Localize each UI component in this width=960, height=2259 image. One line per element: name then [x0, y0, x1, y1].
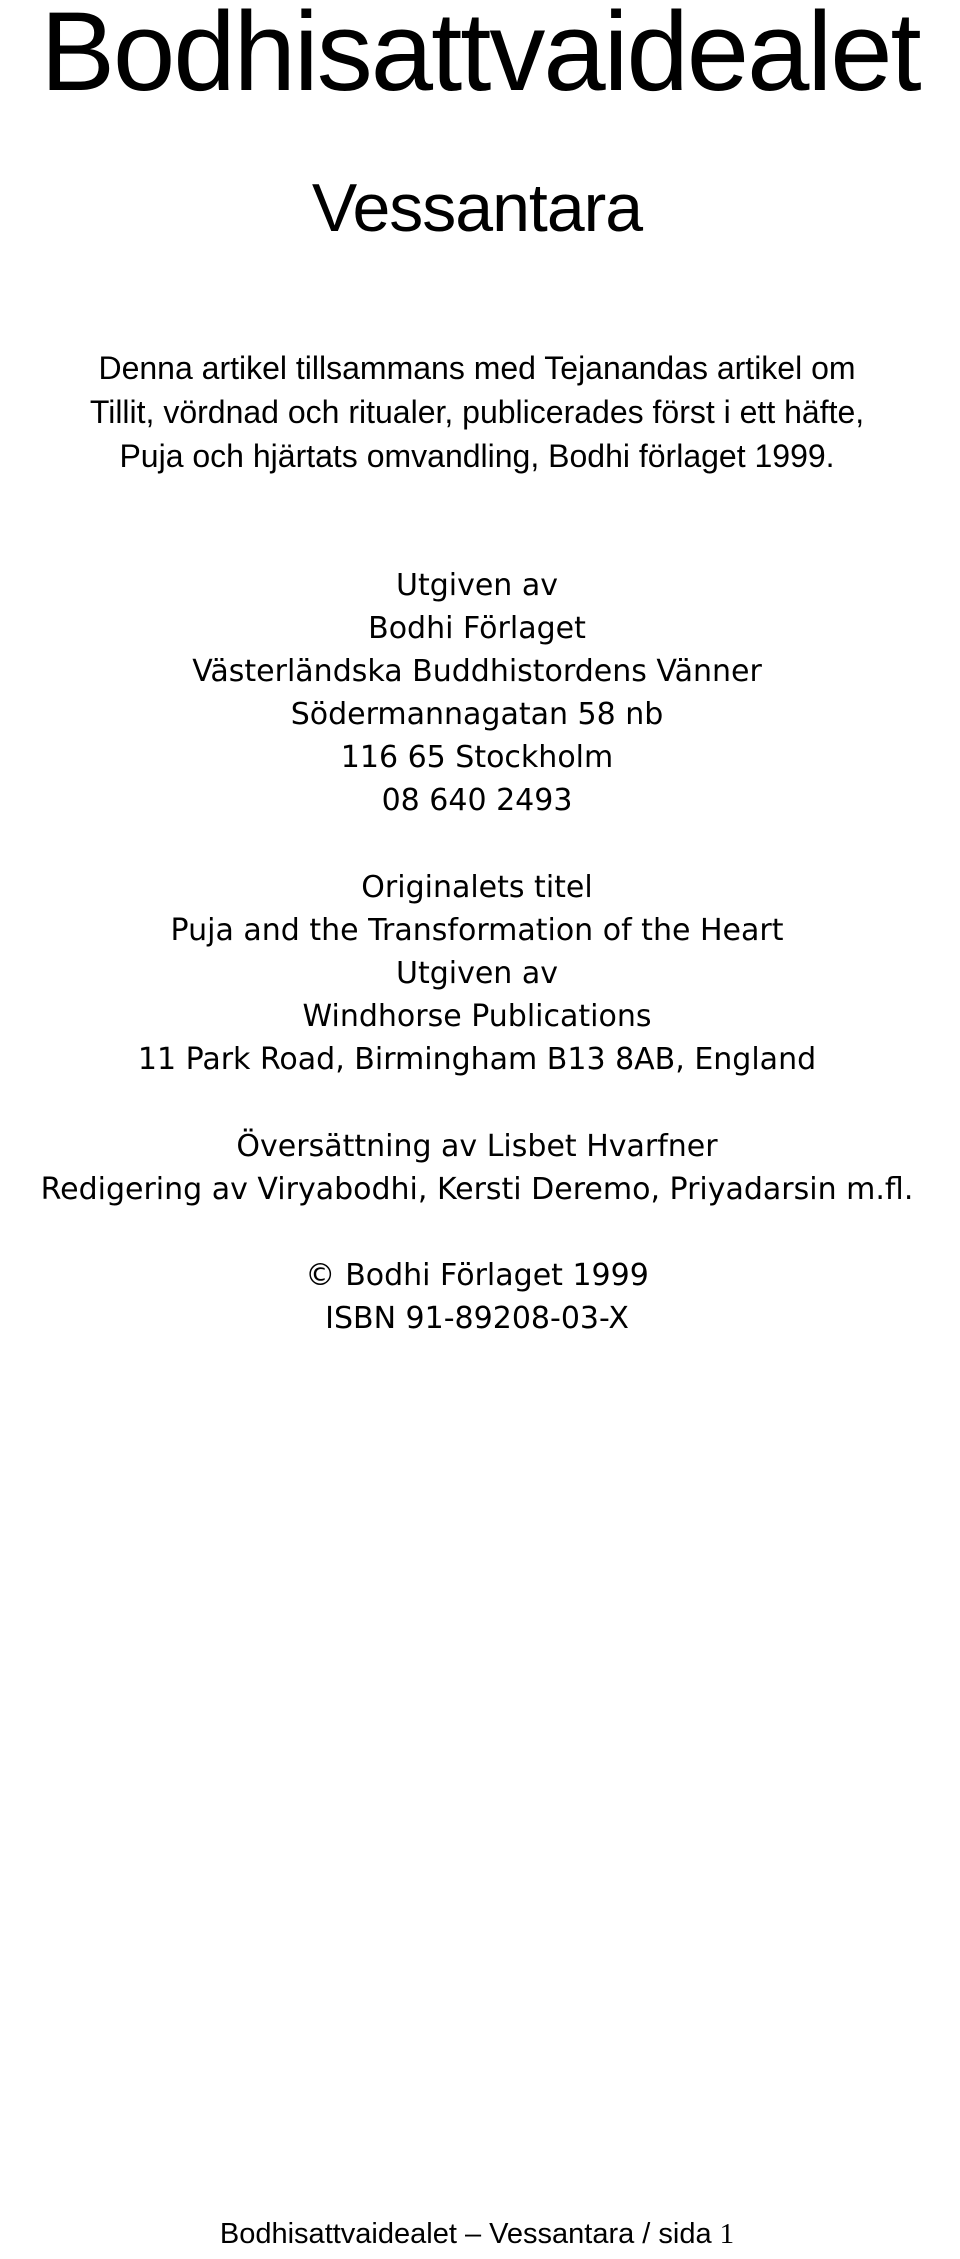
publisher-label: Utgiven av — [396, 568, 558, 603]
original-publisher: Windhorse Publications — [302, 999, 652, 1034]
original-publisher-label: Utgiven av — [396, 956, 558, 991]
editing-credit: Redigering av Viryabodhi, Kersti Deremo, Priyadarsin m.fl. — [40, 1172, 914, 1207]
copyright-text: Bodhi Förlaget 1999 — [345, 1258, 649, 1293]
publisher-name: Bodhi Förlaget — [368, 611, 586, 646]
copyright-icon: © — [305, 1258, 336, 1293]
original-publisher-address: 11 Park Road, Birmingham B13 8AB, England — [137, 1042, 817, 1077]
document-author: Vessantara — [311, 170, 643, 246]
original-edition-block — [0, 866, 954, 1081]
translation-credit: Översättning av Lisbet Hvarfner — [236, 1129, 718, 1164]
publisher-city: 116 65 Stockholm — [340, 740, 614, 775]
page-footer — [0, 2216, 954, 2252]
publisher-block — [0, 564, 954, 822]
publisher-organization: Västerländska Buddhistordens Vänner — [192, 654, 762, 689]
copyright-line — [0, 1254, 954, 1297]
publisher-phone: 08 640 2493 — [381, 783, 573, 818]
publisher-street: Södermannagatan 58 nb — [290, 697, 664, 732]
copyright-block — [0, 1254, 954, 1340]
intro-line-1: Denna artikel tillsammans med Tejanandas artikel om — [98, 350, 856, 386]
footer-label: Bodhisattvaidealet – Vessantara / sida — [219, 2218, 712, 2250]
original-title: Puja and the Transformation of the Heart — [170, 913, 784, 948]
page-number: 1 — [719, 2218, 735, 2250]
document-title: Bodhisattvaidealet — [40, 0, 920, 114]
credits-block — [0, 1125, 954, 1211]
intro-paragraph — [0, 346, 954, 478]
original-title-heading: Originalets titel — [361, 870, 593, 905]
intro-line-2: Tillit, vördnad och ritualer, publicerades först i ett häfte, — [89, 394, 865, 430]
isbn: ISBN 91-89208-03-X — [325, 1301, 629, 1336]
intro-line-3: Puja och hjärtats omvandling, Bodhi förlaget 1999. — [119, 438, 835, 474]
